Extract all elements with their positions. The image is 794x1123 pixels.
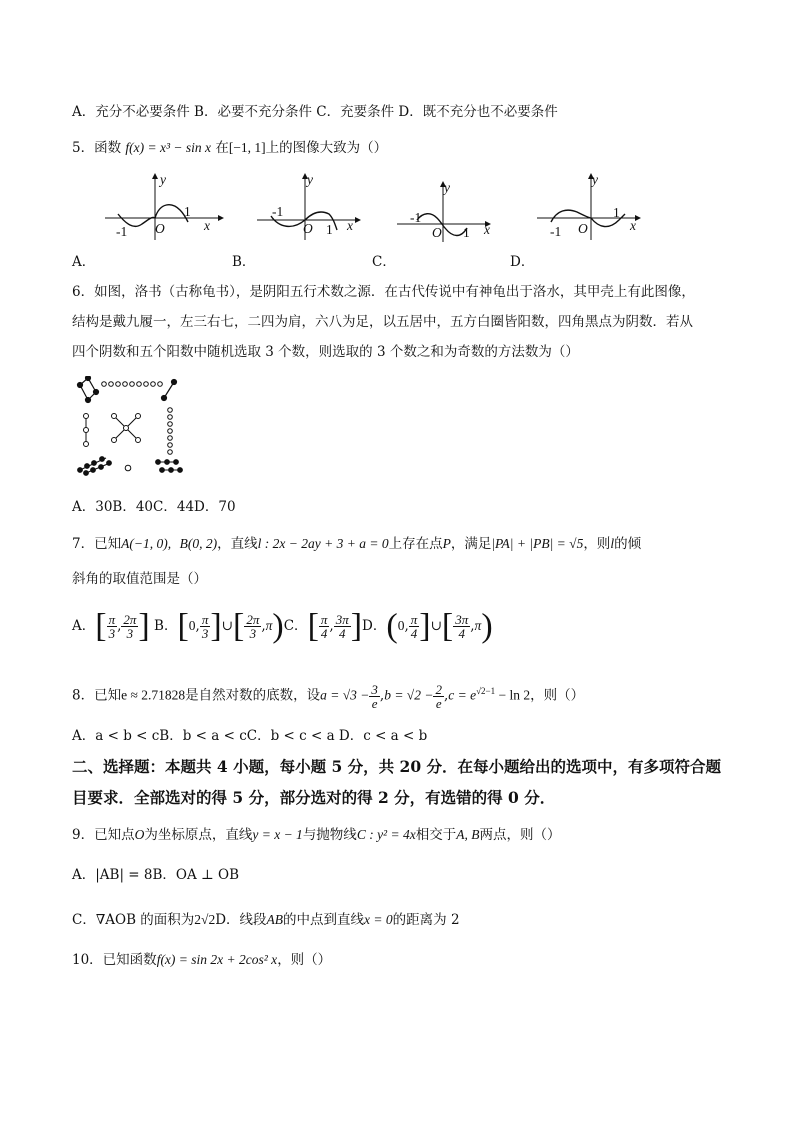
q5c-neg-one: -1: [410, 210, 422, 225]
q8-frac-a: $\frac{3}{e}$: [371, 681, 378, 711]
q5d-x: x: [630, 218, 636, 233]
q9-ab: A, B: [456, 827, 480, 842]
q7-bracket: ]: [419, 607, 431, 645]
q9-o: O: [134, 827, 145, 842]
q5a-y: y: [160, 172, 166, 187]
q5d-y: y: [592, 172, 598, 187]
q5-text-pre: 函数: [94, 140, 122, 156]
q7-text-d: ，满足: [450, 536, 492, 552]
q5b-one: 1: [326, 222, 333, 237]
q7-opt-c-label: C．: [283, 618, 308, 634]
q5c-o: O: [432, 225, 442, 240]
q7-l: l: [610, 536, 615, 551]
q9-text-d: 相交于: [415, 827, 457, 843]
q7-frac: $\frac{3\pi}{4}$: [455, 612, 469, 641]
q7-point-p: P: [442, 536, 451, 551]
q7-text-c: 上存在点: [388, 536, 443, 552]
q8-text-a: 8．已知: [72, 687, 122, 704]
q9-line1: [72, 825, 560, 845]
q5a-x: x: [204, 218, 210, 233]
q5-text-post: 上的图像大致为（）: [265, 140, 388, 156]
q5-interval: [−1, 1]: [228, 140, 266, 155]
q9-x-zero: x = 0: [364, 912, 393, 927]
q9-opt-d-mid: 的中点到直线: [283, 912, 365, 928]
q9-text-b: 为坐标原点，直线: [144, 827, 253, 843]
q7-point-a: A(−1, 0),: [121, 536, 172, 551]
q9-opt-d-end: 的距离为 2: [392, 912, 460, 928]
q8-c-def: c = e: [448, 687, 477, 703]
q7-line1: [72, 534, 641, 554]
q7-bracket: ): [272, 607, 284, 645]
q7-bracket: [: [232, 607, 245, 645]
q9-text-c: 与抛物线: [302, 827, 357, 843]
q5-stem: [72, 138, 387, 158]
q5a-one: 1: [184, 204, 191, 219]
q7-pi: π: [474, 618, 482, 633]
q5a-o: O: [155, 221, 165, 236]
q9-options-cd: [72, 910, 460, 930]
q7-bracket: [: [441, 607, 454, 645]
q7-frac: $\frac{2\pi}{3}$: [123, 612, 137, 641]
q7-bracket: (: [386, 607, 398, 645]
q9-area: 2√2: [194, 912, 216, 927]
q7-bracket: ]: [138, 607, 150, 645]
q7-bracket: ]: [210, 607, 222, 645]
q7-opt-b-label: B．: [154, 618, 178, 634]
q8-b-def: b = √2 −: [384, 687, 434, 703]
q7-condition: |PA| + |PB| = √5: [491, 536, 584, 551]
q10-text-a: 10．已知函数: [72, 952, 157, 968]
q5b-y: y: [307, 172, 313, 187]
q6-options: A．30B．40C．44D．70: [72, 499, 236, 515]
q6-line3: 四个阴数和五个阳数中随机选取 3 个数，则选取的 3 个数之和为奇数的方法数为（）: [72, 344, 579, 360]
q7-frac: $\frac{\pi}{3}$: [108, 612, 116, 641]
q7-frac: $\frac{2\pi}{3}$: [246, 612, 260, 641]
q7-zero: 0: [397, 618, 405, 633]
q7-pi: π: [265, 618, 273, 633]
q7-bracket: [: [95, 607, 107, 645]
q5d-neg-one: -1: [550, 224, 562, 239]
q6-line2: 结构是戴九履一，左三右七，二四为肩，六八为足，以五居中，五方白圈皆阳数，四角黑点为阴数．若从: [72, 314, 693, 330]
q7-point-b: B(0, 2): [179, 536, 218, 551]
q5d-o: O: [578, 221, 588, 236]
q7-frac: $\frac{\pi}{3}$: [201, 612, 209, 641]
q4-options: A．充分不必要条件 B．必要不充分条件 C．充要条件 D．既不充分也不必要条件: [72, 104, 558, 120]
q8-options: A．a < b < cB．b < a < cC．b < c < a D．c < a < b: [72, 728, 428, 744]
q5-text-mid: 在: [215, 140, 229, 156]
q7-opt-d-label: D．: [362, 618, 387, 634]
q5d-one: 1: [613, 205, 620, 220]
q7-options: A．[ $\frac{\pi}{3}$ , $\frac{2\pi}{3}$ ] B．[0, $\frac{\pi}{3}$ ]∪[ $\frac{2\pi}{3}$ ,π)C．[ $\frac{\pi}{4}$ , $\frac{3\pi}{4}$ ]D．(0, $\frac{\pi}{4}$ ]∪[ $\frac{3\pi}{4}$ ,π): [72, 607, 493, 645]
q8-c-exp: √2−1: [476, 686, 496, 696]
q5-number: 5．: [72, 140, 95, 156]
q8-e-approx: e ≈ 2.71828: [121, 687, 186, 703]
q7-line-eq: l : 2x − 2ay + 3 + a = 0: [257, 536, 389, 551]
q10-function: f(x) = sin 2x + 2cos² x: [156, 952, 278, 967]
q8-frac-b: $\frac{2}{e}$: [435, 681, 442, 711]
q8-a-def: a = √3 −: [320, 687, 370, 703]
q7-frac: $\frac{\pi}{4}$: [410, 612, 418, 641]
q7-bracket: [: [177, 607, 189, 645]
q7-line2: 斜角的取值范围是（）: [72, 571, 207, 587]
section2-line1: 二、选择题：本题共 4 小题，每小题 5 分，共 20 分．在每小题给出的选项中，有多项符合题: [72, 757, 722, 776]
q5b-o: O: [303, 221, 313, 236]
q7-text-a: 7．已知: [72, 536, 122, 552]
q5c-x: x: [484, 222, 490, 237]
q5-option-d: D．: [510, 254, 535, 270]
q8-line1: 8．已知e ≈ 2.71828是自然对数的底数，设a = √3 − $\frac{3}{e}$ ,b = √2 − $\frac{2}{e}$ $,c = e^{√2-1} - \ln 2$，则（）: [72, 681, 585, 711]
q6-line1: 6．如图，洛书（古称龟书），是阴阳五行术数之源．在古代传说中有神龟出于洛水，其甲壳上有此图像，: [72, 284, 695, 300]
q5c-one: 1: [463, 225, 470, 240]
q7-zero: 0: [188, 618, 196, 633]
q9-text-a: 9．已知点: [72, 827, 135, 843]
q7-text-b: ，直线: [217, 536, 258, 552]
q7-frac: $\frac{3\pi}{4}$: [335, 612, 349, 641]
q7-bracket: [: [307, 607, 319, 645]
q10-line: [72, 950, 331, 970]
q9-segment-ab: AB: [266, 912, 284, 927]
q7-bracket: ]: [350, 607, 363, 645]
q5-option-c: C．: [372, 254, 396, 270]
section2-line2: 目要求．全部选对的得 5 分，部分选对的得 2 分，有选错的得 0 分．: [72, 788, 556, 807]
q9-opt-d-text: D．线段: [215, 912, 267, 928]
q9-text-e: 两点，则（）: [479, 827, 561, 843]
q9-opt-c-text: C．∇AOB 的面积为: [72, 912, 195, 928]
q8-text-b: 是自然对数的底数，设: [185, 687, 321, 704]
q5-option-b: B．: [232, 254, 256, 270]
q7-opt-a-label: A．: [72, 618, 96, 634]
q7-text-f: 的倾: [614, 536, 642, 552]
q7-frac: $\frac{\pi}{4}$: [320, 612, 328, 641]
luoshu-figure: [72, 376, 187, 476]
q7-text-e: ，则: [583, 536, 611, 552]
q5c-y: y: [444, 180, 450, 195]
q5b-neg-one: -1: [272, 204, 284, 219]
q5a-neg-one: -1: [116, 224, 128, 239]
q9-parabola: C : y² = 4x: [356, 827, 416, 842]
q8-text-c: ，则（）: [530, 687, 585, 704]
q9-line-eq: y = x − 1: [252, 827, 303, 842]
q8-c-tail: − ln 2: [495, 687, 531, 703]
q7-bracket: ): [481, 607, 493, 645]
q5-option-a: A．: [72, 254, 96, 270]
q5-function: f(x) = x³ − sin x: [125, 140, 212, 155]
q5b-x: x: [347, 218, 353, 233]
q10-text-b: ，则（）: [277, 952, 332, 968]
q9-options-ab: A．|AB| = 8B．OA ⊥ OB: [72, 867, 240, 883]
